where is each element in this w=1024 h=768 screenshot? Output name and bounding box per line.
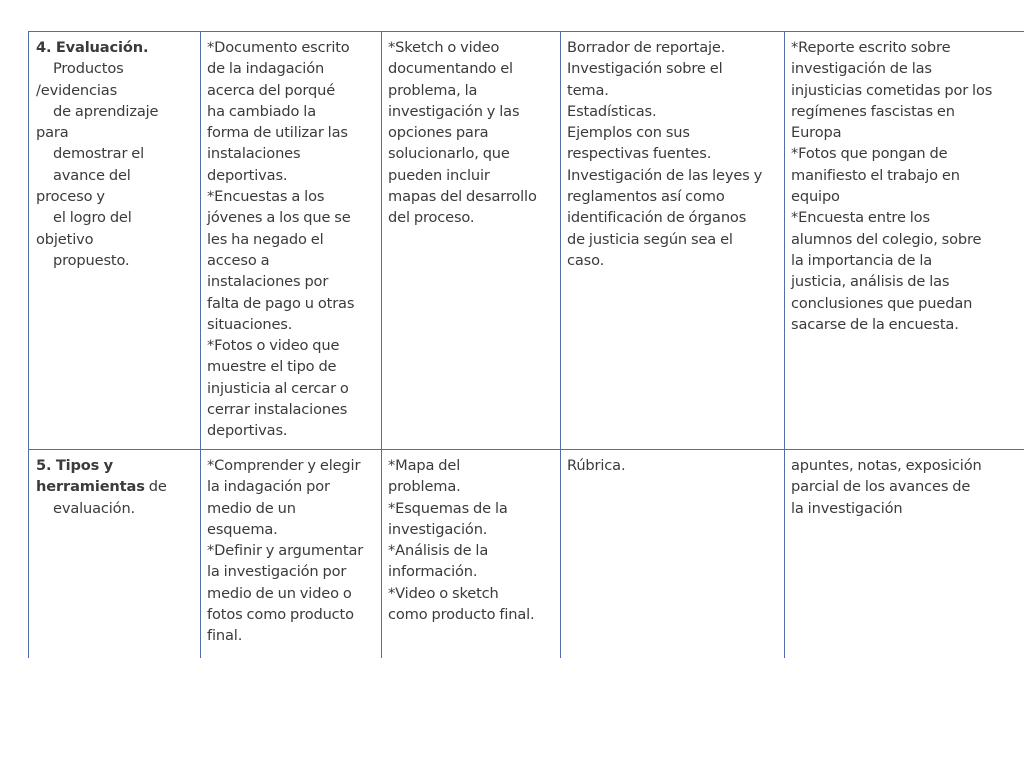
table-cell xyxy=(785,32,1024,450)
cell-text-line: *Análisis de la xyxy=(388,542,489,560)
cell-text-line: alumnos del colegio, sobre xyxy=(791,230,982,248)
cell-text-line: *Comprender y elegir xyxy=(207,457,361,474)
heading-line xyxy=(36,80,194,101)
cell-text-line: fotos como producto xyxy=(207,606,354,624)
cell-text-line: de la indagación xyxy=(207,60,325,78)
cell-text-line: opciones para xyxy=(388,124,489,142)
cell-text-line: *Reporte escrito sobre xyxy=(791,39,951,56)
row-heading-cell xyxy=(29,450,201,659)
cell-text-line: investigación de las xyxy=(791,60,932,78)
table-row xyxy=(29,450,1024,659)
table-cell xyxy=(382,32,561,450)
table-cell xyxy=(382,450,561,659)
cell-text-line: cerrar instalaciones xyxy=(207,401,348,419)
heading-line xyxy=(36,165,194,186)
heading-text: evaluación. xyxy=(53,499,136,517)
cell-text-line: reglamentos así como xyxy=(567,188,725,206)
cell-text-line: *Fotos o video que xyxy=(207,337,340,355)
cell-text-line: *Fotos que pongan de xyxy=(791,145,948,163)
cell-text-line: Estadísticas. xyxy=(567,102,657,120)
cell-text-line: *Encuestas a los xyxy=(207,188,325,206)
heading-text: demostrar el xyxy=(53,145,145,163)
cell-text-line: sacarse de la encuesta. xyxy=(791,315,959,333)
heading-line xyxy=(36,476,194,497)
heading-text: 4. Evaluación. xyxy=(36,39,149,56)
cell-text-line: deportivas. xyxy=(207,422,288,440)
cell-text-line: pueden incluir xyxy=(388,166,490,184)
heading-line xyxy=(36,58,194,79)
heading-text: el logro del xyxy=(53,209,132,227)
cell-text-line: Europa xyxy=(791,124,842,142)
table-cell xyxy=(785,450,1024,659)
cell-text-line: de justicia según sea el xyxy=(567,230,733,248)
cell-text-line: documentando el xyxy=(388,60,513,78)
cell-text-line: como producto final. xyxy=(388,606,535,624)
heading-line xyxy=(36,186,194,207)
cell-text-line: medio de un video o xyxy=(207,584,352,602)
heading-line xyxy=(36,229,194,250)
heading-text: de aprendizaje xyxy=(53,102,159,120)
cell-text-line: deportivas. xyxy=(207,166,288,184)
heading-line xyxy=(36,101,194,122)
cell-text-line: justicia, análisis de las xyxy=(791,273,950,291)
cell-text-line: *Documento escrito xyxy=(207,39,350,56)
cell-text-line: *Esquemas de la xyxy=(388,499,508,517)
heading-text: Productos xyxy=(53,60,124,78)
table-cell xyxy=(201,450,382,659)
heading-line xyxy=(36,37,194,58)
cell-text-line: injusticias cometidas por los xyxy=(791,81,993,99)
heading-text: /evidencias xyxy=(36,81,118,99)
cell-text-line: Borrador de reportaje. xyxy=(567,39,726,56)
heading-line xyxy=(36,143,194,164)
heading-line xyxy=(36,498,194,519)
heading-line xyxy=(36,122,194,143)
evaluation-table-wrapper xyxy=(28,31,1024,658)
cell-text-line: esquema. xyxy=(207,520,278,538)
heading-line xyxy=(36,207,194,228)
cell-text-line: instalaciones por xyxy=(207,273,329,291)
cell-text-line: les ha negado el xyxy=(207,230,324,248)
cell-text-line: apuntes, notas, exposición xyxy=(791,457,982,474)
cell-text-line: la investigación por xyxy=(207,563,347,581)
cell-text-line: Rúbrica. xyxy=(567,457,626,474)
cell-text-line: *Mapa del xyxy=(388,457,461,474)
cell-text-line: falta de pago u otras xyxy=(207,294,355,312)
cell-text-line: información. xyxy=(388,563,478,581)
row-heading-cell xyxy=(29,32,201,450)
cell-text-line: parcial de los avances de xyxy=(791,478,971,496)
cell-text-line: la investigación xyxy=(791,499,903,517)
table-cell xyxy=(201,32,382,450)
cell-text-line: forma de utilizar las xyxy=(207,124,348,142)
cell-text-line: medio de un xyxy=(207,499,296,517)
cell-text-line: mapas del desarrollo xyxy=(388,188,537,206)
heading-text: para xyxy=(36,124,69,142)
cell-text-line: Ejemplos con sus xyxy=(567,124,690,142)
heading-text: propuesto. xyxy=(53,251,130,269)
cell-text-line: *Sketch o video xyxy=(388,39,500,56)
cell-text-line: del proceso. xyxy=(388,209,475,227)
heading-line xyxy=(36,455,194,476)
heading-text: herramientas xyxy=(36,478,145,496)
cell-text-line: regímenes fascistas en xyxy=(791,102,955,120)
heading-text: objetivo xyxy=(36,230,94,248)
cell-text-line: investigación. xyxy=(388,520,488,538)
cell-text-line: *Encuesta entre los xyxy=(791,209,930,227)
table-cell xyxy=(561,32,785,450)
cell-text-line: caso. xyxy=(567,251,605,269)
table-cell xyxy=(561,450,785,659)
evaluation-table xyxy=(28,31,1024,658)
heading-text: avance del xyxy=(53,166,131,184)
cell-text-line: problema, la xyxy=(388,81,478,99)
cell-text-line: *Definir y argumentar xyxy=(207,542,364,560)
cell-text-line: problema. xyxy=(388,478,461,496)
cell-text-line: Investigación sobre el xyxy=(567,60,723,78)
cell-text-line: acerca del porqué xyxy=(207,81,336,99)
cell-text-line: final. xyxy=(207,627,243,645)
cell-text-line: situaciones. xyxy=(207,315,293,333)
cell-text-line: tema. xyxy=(567,81,609,99)
heading-text: de xyxy=(144,478,167,496)
cell-text-line: jóvenes a los que se xyxy=(207,209,351,227)
cell-text-line: respectivas fuentes. xyxy=(567,145,712,163)
cell-text-line: conclusiones que puedan xyxy=(791,294,973,312)
cell-text-line: manifiesto el trabajo en xyxy=(791,166,960,184)
cell-text-line: instalaciones xyxy=(207,145,301,163)
cell-text-line: acceso a xyxy=(207,251,270,269)
cell-text-line: *Video o sketch xyxy=(388,584,499,602)
heading-line xyxy=(36,250,194,271)
cell-text-line: la importancia de la xyxy=(791,251,933,269)
cell-text-line: Investigación de las leyes y xyxy=(567,166,763,184)
cell-text-line: solucionarlo, que xyxy=(388,145,510,163)
heading-text: 5. Tipos y xyxy=(36,457,113,474)
table-row xyxy=(29,32,1024,450)
cell-text-line: investigación y las xyxy=(388,102,520,120)
cell-text-line: equipo xyxy=(791,188,840,206)
cell-text-line: ha cambiado la xyxy=(207,102,317,120)
heading-text: proceso y xyxy=(36,188,105,206)
cell-text-line: identificación de órganos xyxy=(567,209,747,227)
cell-text-line: muestre el tipo de xyxy=(207,358,337,376)
cell-text-line: injusticia al cercar o xyxy=(207,379,349,397)
cell-text-line: la indagación por xyxy=(207,478,330,496)
